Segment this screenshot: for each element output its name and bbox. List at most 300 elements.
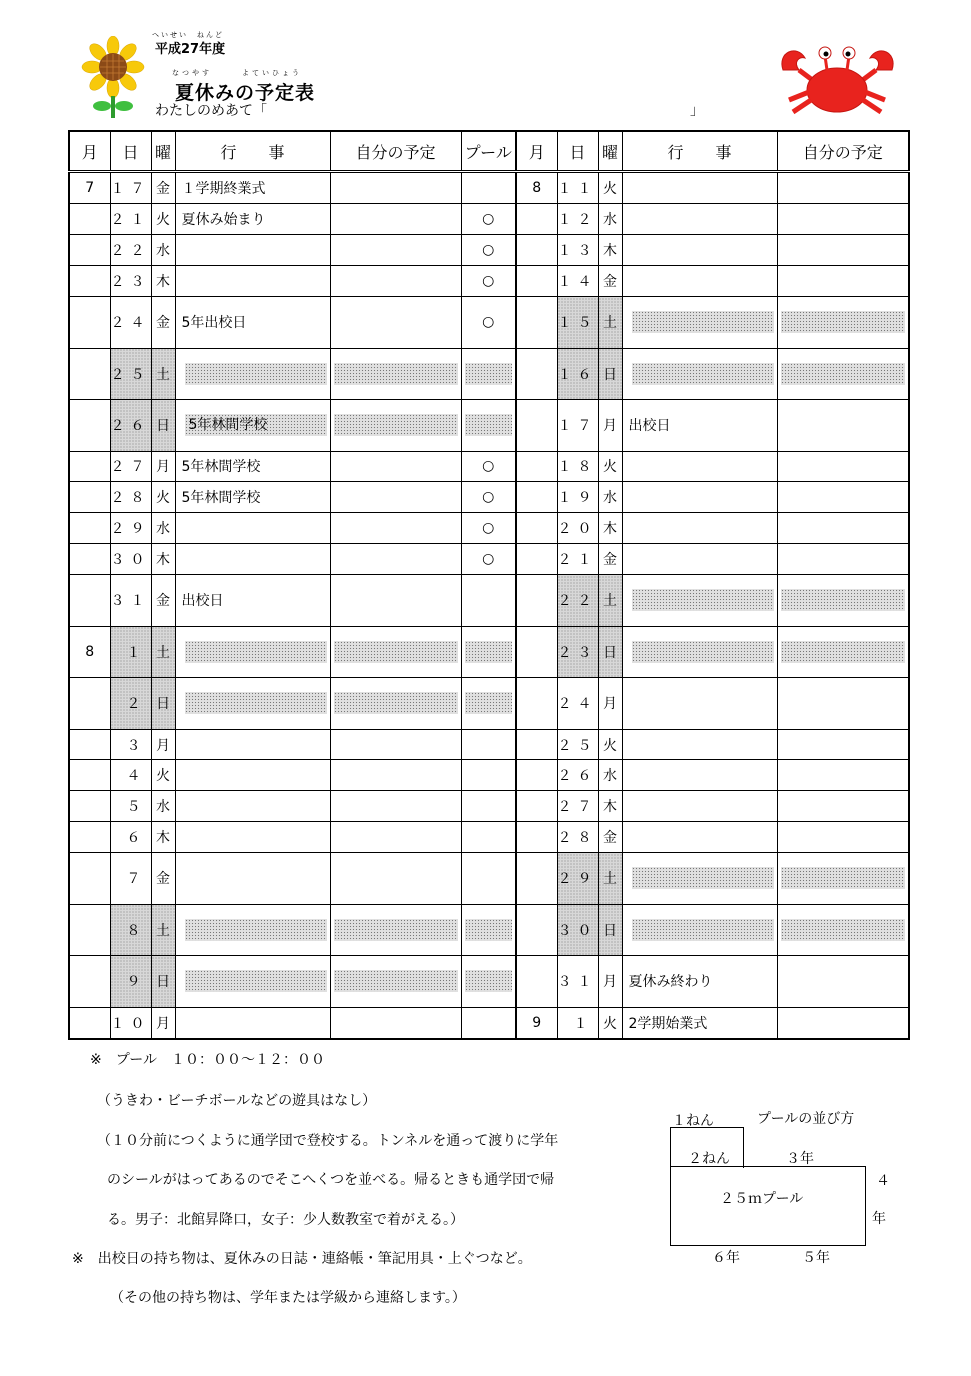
- col-day-right: 日: [557, 131, 598, 172]
- my-plan-cell[interactable]: [330, 266, 461, 297]
- day-cell: ２９: [110, 513, 151, 544]
- event-cell: 5年林間学校: [175, 451, 330, 482]
- weekday-cell: 火: [151, 760, 175, 791]
- shaded-cell: [781, 867, 906, 889]
- shaded-cell: [334, 692, 458, 714]
- my-plan-cell[interactable]: [330, 513, 461, 544]
- crab-icon: [775, 40, 900, 118]
- my-plan-cell-right[interactable]: [777, 266, 909, 297]
- event-cell-right: [622, 544, 777, 575]
- pool-cell: [461, 626, 516, 678]
- schedule-table: [68, 130, 910, 1040]
- my-plan-cell-right[interactable]: [777, 235, 909, 266]
- day-cell: ２４: [110, 297, 151, 349]
- day-cell: ９: [110, 956, 151, 1008]
- day-cell: ２６: [110, 400, 151, 452]
- shaded-cell: [632, 641, 774, 663]
- table-row: [69, 266, 909, 297]
- my-plan-cell[interactable]: [330, 204, 461, 235]
- col-event: 行 事: [175, 131, 330, 172]
- day-cell-right: ２３: [557, 626, 598, 678]
- pool-cell: ○: [461, 297, 516, 349]
- pool-cell: [461, 348, 516, 400]
- month-cell: [69, 575, 110, 627]
- note-line-1: （うきわ・ビーチボールなどの遊具はなし）: [97, 1093, 377, 1109]
- pool-cell: [461, 678, 516, 730]
- table-row: [69, 626, 909, 678]
- pool-cell: [461, 956, 516, 1008]
- pool-cell: ○: [461, 235, 516, 266]
- event-cell: 夏休み始まり: [175, 204, 330, 235]
- weekday-cell: 金: [151, 853, 175, 905]
- pool-cell: [461, 904, 516, 956]
- month-cell-right: [516, 297, 557, 349]
- pool-grade-5: ５年: [802, 1250, 830, 1266]
- day-cell-right: １５: [557, 297, 598, 349]
- shaded-cell: [632, 867, 774, 889]
- era-label: 平成27年度: [155, 42, 226, 57]
- day-cell-right: ３０: [557, 904, 598, 956]
- weekday-cell-right: 土: [598, 575, 622, 627]
- shaded-cell: [632, 311, 774, 333]
- day-cell: １０: [110, 1007, 151, 1039]
- weekday-cell: 水: [151, 791, 175, 822]
- my-plan-cell-right[interactable]: [777, 451, 909, 482]
- weekday-cell-right: 水: [598, 760, 622, 791]
- col-my-plan-right: 自分の予定: [777, 131, 909, 172]
- month-cell-right: [516, 791, 557, 822]
- pool-grade-3: ３年: [786, 1151, 814, 1167]
- day-cell-right: ２０: [557, 513, 598, 544]
- table-row: [69, 204, 909, 235]
- weekday-cell-right: 日: [598, 904, 622, 956]
- shaded-cell: [465, 363, 513, 385]
- month-cell-right: [516, 904, 557, 956]
- month-cell: [69, 348, 110, 400]
- day-cell: ８: [110, 904, 151, 956]
- month-cell-right: [516, 956, 557, 1008]
- day-cell-right: １: [557, 1007, 598, 1039]
- goal-close-bracket: 」: [690, 103, 704, 119]
- month-cell-right: [516, 678, 557, 730]
- month-cell: [69, 235, 110, 266]
- day-cell-right: １６: [557, 348, 598, 400]
- table-row: [69, 482, 909, 513]
- shaded-cell: [465, 414, 513, 436]
- pool-label: ２５ｍプール: [720, 1191, 804, 1207]
- pool-cell: [461, 400, 516, 452]
- table-row: [69, 760, 909, 791]
- my-plan-cell[interactable]: [330, 400, 461, 452]
- weekday-cell-right: 水: [598, 482, 622, 513]
- weekday-cell-right: 木: [598, 791, 622, 822]
- month-cell-right: [516, 544, 557, 575]
- month-cell: [69, 544, 110, 575]
- table-row: [69, 172, 909, 204]
- table-row: [69, 544, 909, 575]
- my-plan-cell[interactable]: [330, 544, 461, 575]
- pool-time-note: ※ プール １０：００～１２：００: [90, 1052, 326, 1068]
- event-cell-right: [622, 626, 777, 678]
- day-cell: ３１: [110, 575, 151, 627]
- weekday-cell: 土: [151, 348, 175, 400]
- my-plan-cell[interactable]: [330, 729, 461, 760]
- month-cell-right: [516, 451, 557, 482]
- day-cell-right: １４: [557, 266, 598, 297]
- day-cell-right: ２１: [557, 544, 598, 575]
- event-cell: 5年林間学校: [175, 482, 330, 513]
- event-cell-right: [622, 513, 777, 544]
- month-cell-right: [516, 575, 557, 627]
- month-cell: [69, 297, 110, 349]
- weekday-cell-right: 金: [598, 544, 622, 575]
- sunflower-icon: [78, 36, 148, 118]
- weekday-cell-right: 土: [598, 297, 622, 349]
- col-day: 日: [110, 131, 151, 172]
- my-plan-cell-right[interactable]: [777, 172, 909, 204]
- day-cell: ４: [110, 760, 151, 791]
- event-cell: [175, 729, 330, 760]
- shaded-cell: [334, 363, 458, 385]
- event-cell: [175, 760, 330, 791]
- weekday-cell-right: 土: [598, 853, 622, 905]
- day-cell: ２: [110, 678, 151, 730]
- event-cell-right: [622, 172, 777, 204]
- event-cell-right: [622, 729, 777, 760]
- shaded-cell: [185, 641, 327, 663]
- col-event-right: 行 事: [622, 131, 777, 172]
- shaded-cell: [334, 919, 458, 941]
- day-cell-right: ２２: [557, 575, 598, 627]
- event-cell: [175, 822, 330, 853]
- weekday-cell: 金: [151, 172, 175, 204]
- day-cell: ２１: [110, 204, 151, 235]
- weekday-cell: 金: [151, 297, 175, 349]
- pool-cell: [461, 172, 516, 204]
- pool-grade-4-b: 年: [872, 1211, 886, 1227]
- month-cell: [69, 266, 110, 297]
- table-row: [69, 956, 909, 1008]
- my-plan-cell[interactable]: [330, 760, 461, 791]
- goal-label: わたしのめあて「: [155, 103, 267, 119]
- day-cell-right: ２５: [557, 729, 598, 760]
- month-cell-right: [516, 400, 557, 452]
- pool-cell: ○: [461, 482, 516, 513]
- table-row: [69, 822, 909, 853]
- my-plan-cell-right[interactable]: [777, 729, 909, 760]
- weekday-cell-right: 月: [598, 400, 622, 452]
- day-cell-right: １９: [557, 482, 598, 513]
- day-cell-right: １８: [557, 451, 598, 482]
- event-cell-right: [622, 451, 777, 482]
- pool-grade-4-a: ４: [876, 1173, 890, 1189]
- my-plan-cell[interactable]: [330, 297, 461, 349]
- shaded-cell: [465, 919, 513, 941]
- month-cell: [69, 482, 110, 513]
- weekday-cell-right: 火: [598, 729, 622, 760]
- pool-diagram-title: プールの並び方: [757, 1111, 855, 1127]
- my-plan-cell-right[interactable]: [777, 853, 909, 905]
- my-plan-cell-right[interactable]: [777, 544, 909, 575]
- day-cell-right: １７: [557, 400, 598, 452]
- day-cell-right: ２４: [557, 678, 598, 730]
- weekday-cell: 火: [151, 204, 175, 235]
- my-plan-cell[interactable]: [330, 791, 461, 822]
- event-cell-right: 2学期始業式: [622, 1007, 777, 1039]
- month-cell: [69, 678, 110, 730]
- day-cell: ２７: [110, 451, 151, 482]
- my-plan-cell[interactable]: [330, 451, 461, 482]
- shaded-cell: 5年林間学校: [185, 414, 327, 436]
- weekday-cell: 木: [151, 544, 175, 575]
- shaded-cell: [185, 919, 327, 941]
- shaded-cell: [185, 970, 327, 992]
- pool-cell: [461, 729, 516, 760]
- table-row: [69, 235, 909, 266]
- my-plan-cell[interactable]: [330, 678, 461, 730]
- weekday-cell-right: 木: [598, 513, 622, 544]
- shaded-cell: [465, 641, 513, 663]
- pool-cell: [461, 791, 516, 822]
- month-cell: [69, 513, 110, 544]
- my-plan-cell[interactable]: [330, 626, 461, 678]
- pool-cell: [461, 1007, 516, 1039]
- my-plan-cell-right[interactable]: [777, 678, 909, 730]
- shaded-cell: [185, 692, 327, 714]
- my-plan-cell[interactable]: [330, 235, 461, 266]
- day-cell: １: [110, 626, 151, 678]
- weekday-cell-right: 日: [598, 626, 622, 678]
- col-month: 月: [69, 131, 110, 172]
- event-cell: [175, 235, 330, 266]
- weekday-cell: 日: [151, 678, 175, 730]
- title-ruby: なつやす よていひょう: [172, 69, 302, 77]
- my-plan-cell-right[interactable]: [777, 791, 909, 822]
- event-cell-right: [622, 904, 777, 956]
- event-cell: [175, 853, 330, 905]
- pool-cell: [461, 575, 516, 627]
- event-cell: [175, 266, 330, 297]
- event-cell-right: [622, 575, 777, 627]
- weekday-cell-right: 木: [598, 235, 622, 266]
- event-cell-right: [622, 297, 777, 349]
- my-plan-cell-right[interactable]: [777, 1007, 909, 1039]
- day-cell-right: １１: [557, 172, 598, 204]
- day-cell-right: ２９: [557, 853, 598, 905]
- pool-cell: [461, 853, 516, 905]
- event-cell-right: [622, 791, 777, 822]
- month-cell-right: [516, 348, 557, 400]
- pool-cell: [461, 760, 516, 791]
- weekday-cell: 月: [151, 1007, 175, 1039]
- table-row: [69, 729, 909, 760]
- month-cell-right: [516, 482, 557, 513]
- col-pool: プール: [461, 131, 516, 172]
- month-cell: 8: [69, 626, 110, 678]
- day-cell: ７: [110, 853, 151, 905]
- weekday-cell: 木: [151, 266, 175, 297]
- month-cell: [69, 729, 110, 760]
- weekday-cell-right: 火: [598, 451, 622, 482]
- event-cell-right: [622, 348, 777, 400]
- month-cell-right: 8: [516, 172, 557, 204]
- my-plan-cell-right[interactable]: [777, 482, 909, 513]
- my-plan-cell-right[interactable]: [777, 400, 909, 452]
- my-plan-cell[interactable]: [330, 904, 461, 956]
- my-plan-cell[interactable]: [330, 575, 461, 627]
- month-cell: [69, 791, 110, 822]
- table-row: [69, 1007, 909, 1039]
- shaded-cell: [781, 919, 906, 941]
- weekday-cell-right: 火: [598, 172, 622, 204]
- my-plan-cell-right[interactable]: [777, 822, 909, 853]
- event-cell: 出校日: [175, 575, 330, 627]
- month-cell-right: [516, 513, 557, 544]
- note-line-6: （その他の持ち物は、学年または学級から連絡します。）: [110, 1290, 466, 1306]
- event-cell-right: [622, 853, 777, 905]
- my-plan-cell[interactable]: [330, 482, 461, 513]
- my-plan-cell[interactable]: [330, 956, 461, 1008]
- my-plan-cell-right[interactable]: [777, 204, 909, 235]
- weekday-cell: 金: [151, 575, 175, 627]
- col-weekday: 曜: [151, 131, 175, 172]
- event-cell: [175, 791, 330, 822]
- table-row: [69, 904, 909, 956]
- shaded-cell: [781, 641, 906, 663]
- table-row: [69, 575, 909, 627]
- table-row: [69, 513, 909, 544]
- event-cell-right: [622, 235, 777, 266]
- day-cell: ２８: [110, 482, 151, 513]
- my-plan-cell-right[interactable]: [777, 956, 909, 1008]
- month-cell: [69, 853, 110, 905]
- table-row: [69, 678, 909, 730]
- event-cell-right: [622, 822, 777, 853]
- weekday-cell-right: 水: [598, 204, 622, 235]
- event-cell: [175, 544, 330, 575]
- weekday-cell-right: 火: [598, 1007, 622, 1039]
- day-cell-right: １３: [557, 235, 598, 266]
- event-cell: [175, 626, 330, 678]
- note-line-3: のシールがはってあるのでそこへくつを並べる。帰るときも通学団で帰: [107, 1172, 555, 1188]
- month-cell-right: [516, 204, 557, 235]
- my-plan-cell-right[interactable]: [777, 513, 909, 544]
- day-cell-right: １２: [557, 204, 598, 235]
- weekday-cell: 日: [151, 400, 175, 452]
- shaded-cell: [781, 589, 906, 611]
- pool-grade-2: ２ねん: [688, 1151, 730, 1167]
- month-cell: [69, 451, 110, 482]
- shaded-cell: [465, 692, 513, 714]
- pool-cell: ○: [461, 544, 516, 575]
- table-row: [69, 853, 909, 905]
- weekday-cell-right: 月: [598, 678, 622, 730]
- day-cell: ３: [110, 729, 151, 760]
- month-cell-right: [516, 626, 557, 678]
- month-cell: [69, 400, 110, 452]
- day-cell: ２２: [110, 235, 151, 266]
- pool-cell: ○: [461, 451, 516, 482]
- event-cell: [175, 513, 330, 544]
- event-cell-right: 出校日: [622, 400, 777, 452]
- event-cell-right: [622, 204, 777, 235]
- event-cell-right: [622, 266, 777, 297]
- month-cell: [69, 1007, 110, 1039]
- my-plan-cell-right[interactable]: [777, 760, 909, 791]
- weekday-cell-right: 金: [598, 822, 622, 853]
- header-row: [69, 131, 909, 172]
- my-plan-cell-right[interactable]: [777, 297, 909, 349]
- col-my-plan: 自分の予定: [330, 131, 461, 172]
- day-cell-right: ２７: [557, 791, 598, 822]
- event-cell-right: [622, 760, 777, 791]
- day-cell: ６: [110, 822, 151, 853]
- pool-cell: ○: [461, 513, 516, 544]
- shaded-cell: [334, 641, 458, 663]
- shaded-cell: [632, 363, 774, 385]
- my-plan-cell[interactable]: [330, 1007, 461, 1039]
- shaded-cell: [781, 311, 906, 333]
- table-row: [69, 348, 909, 400]
- weekday-cell: 日: [151, 956, 175, 1008]
- shaded-cell: [632, 919, 774, 941]
- weekday-cell: 水: [151, 235, 175, 266]
- shaded-cell: [334, 970, 458, 992]
- my-plan-cell[interactable]: [330, 822, 461, 853]
- my-plan-cell[interactable]: [330, 172, 461, 204]
- note-line-5: ※ 出校日の持ち物は、夏休みの日誌・連絡帳・筆記用具・上ぐつなど。: [72, 1251, 532, 1267]
- day-cell: ３０: [110, 544, 151, 575]
- table-row: [69, 451, 909, 482]
- page-title: 夏休みの予定表: [175, 82, 316, 104]
- my-plan-cell[interactable]: [330, 853, 461, 905]
- my-plan-cell-right[interactable]: [777, 904, 909, 956]
- event-cell: １学期終業式: [175, 172, 330, 204]
- pool-grade-6: ６年: [712, 1250, 740, 1266]
- event-cell: [175, 678, 330, 730]
- weekday-cell: 土: [151, 626, 175, 678]
- shaded-cell: [334, 414, 458, 436]
- shaded-cell: [632, 589, 774, 611]
- note-line-2: （１０分前につくように通学団で登校する。トンネルを通って渡りに学年: [97, 1133, 559, 1149]
- pool-grade-1: １ねん: [672, 1113, 714, 1129]
- my-plan-cell-right[interactable]: [777, 348, 909, 400]
- month-cell: [69, 760, 110, 791]
- month-cell-right: [516, 729, 557, 760]
- month-cell-right: 9: [516, 1007, 557, 1039]
- weekday-cell: 水: [151, 513, 175, 544]
- weekday-cell-right: 月: [598, 956, 622, 1008]
- event-cell-right: 夏休み終わり: [622, 956, 777, 1008]
- event-cell: [175, 1007, 330, 1039]
- event-cell: [175, 904, 330, 956]
- month-cell-right: [516, 266, 557, 297]
- day-cell: １７: [110, 172, 151, 204]
- month-cell: [69, 904, 110, 956]
- my-plan-cell[interactable]: [330, 348, 461, 400]
- shaded-cell: [781, 363, 906, 385]
- event-cell: [175, 956, 330, 1008]
- weekday-cell-right: 金: [598, 266, 622, 297]
- day-cell-right: ２６: [557, 760, 598, 791]
- month-cell: 7: [69, 172, 110, 204]
- month-cell: [69, 822, 110, 853]
- day-cell-right: ３１: [557, 956, 598, 1008]
- my-plan-cell-right[interactable]: [777, 575, 909, 627]
- pool-cell: [461, 822, 516, 853]
- my-plan-cell-right[interactable]: [777, 626, 909, 678]
- day-cell-right: ２８: [557, 822, 598, 853]
